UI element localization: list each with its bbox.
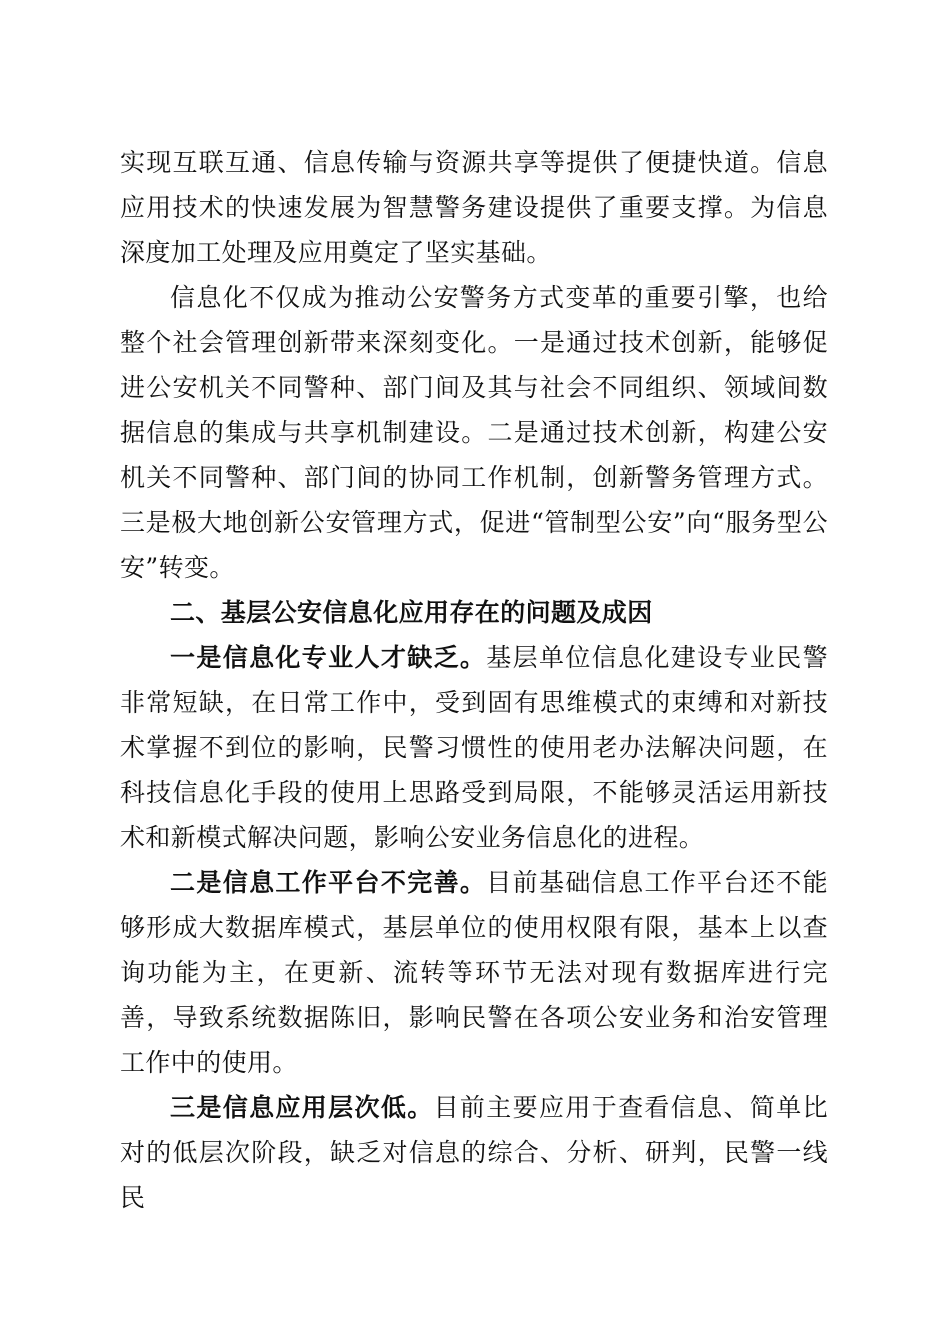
issue-lead-talent: 一是信息化专业人才缺乏。 [170, 643, 487, 672]
issue-lead-application: 三是信息应用层次低。 [170, 1093, 434, 1122]
issue-lead-platform: 二是信息工作平台不完善。 [170, 868, 487, 897]
section-heading: 二、基层公安信息化应用存在的问题及成因 [170, 598, 653, 627]
issue-body-platform: 目前基础信息工作平台还不能够形成大数据库模式，基层单位的使用权限有限，基本上以查询功能为主，在更新、流转等环节无法对现有数据库进行完善，导致系统数据陈旧，影响民警在各项公安业务和治安管理工作中的使用。 [120, 868, 828, 1077]
paragraph-informatization-impact: 信息化不仅成为推动公安警务方式变革的重要引擎，也给整个社会管理创新带来深刻变化。一是通过技术创新，能够促进公安机关不同警种、部门间及其与社会不同组织、领域间数据信息的集成与共享机制建设。二是通过技术创新，构建公安机关不同警种、部门间的协同工作机制，创新警务管理方式。三是极大地创新公安管理方式，促进“管制型公安”向“服务型公安”转变。 [120, 283, 828, 582]
issue-body-application: 目前主要应用于查看信息、简单比对的低层次阶段，缺乏对信息的综合、分析、研判，民警一线民 [120, 1093, 828, 1212]
issue-paragraph-talent [120, 635, 828, 860]
issue-body-talent: 基层单位信息化建设专业民警非常短缺，在日常工作中，受到固有思维模式的束缚和对新技术掌握不到位的影响，民警习惯性的使用老办法解决问题，在科技信息化手段的使用上思路受到局限，不能够灵活运用新技术和新模式解决问题，影响公安业务信息化的进程。 [120, 643, 828, 852]
paragraph-continuation: 实现互联互通、信息传输与资源共享等提供了便捷快道。信息应用技术的快速发展为智慧警务建设提供了重要支撑。为信息深度加工处理及应用奠定了坚实基础。 [120, 148, 828, 267]
issue-paragraph-platform [120, 860, 828, 1085]
issue-paragraph-application [120, 1085, 828, 1220]
document-body [120, 140, 828, 1220]
